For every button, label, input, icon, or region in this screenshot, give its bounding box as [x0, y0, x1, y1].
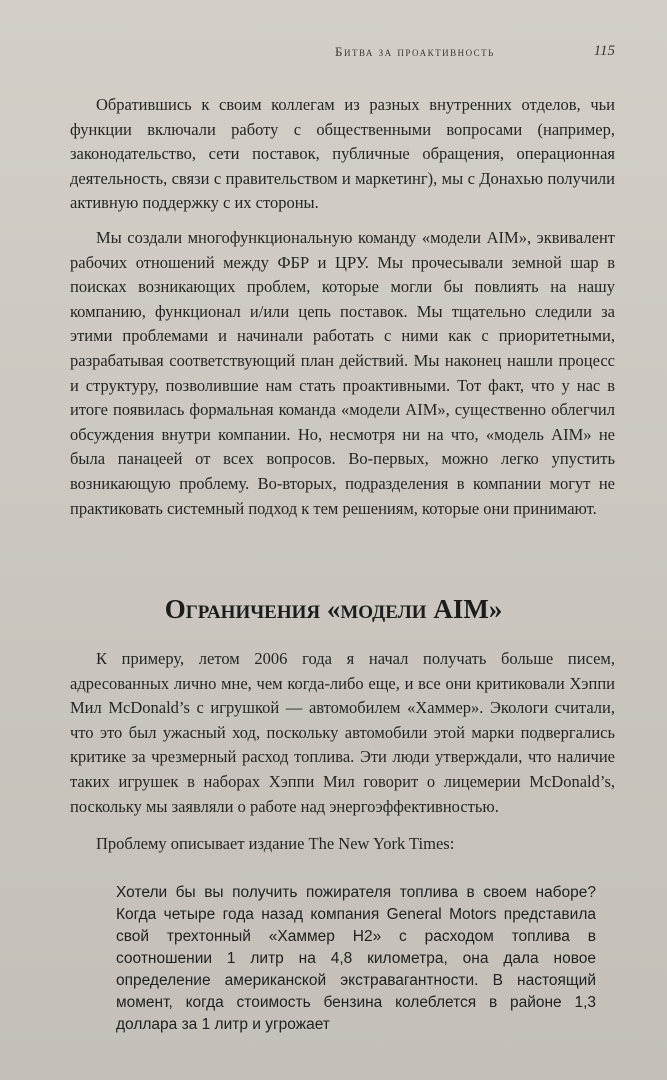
running-head-title: Битва за проактивность	[335, 44, 495, 59]
paragraph: Обратившись к своим коллегам из разных внутренних отделов, чьи функции включали работу с общественными вопросами (например, законодательство, сети поставок, публичные обращения, операционная деятельность, связи с правительством и маркетинг), мы с Донахью получили активную поддержку с их стороны.	[70, 95, 615, 213]
paragraph: К примеру, летом 2006 года я начал получать больше писем, адресованных лично мне, чем когда-либо еще, и все они критиковали Хэппи Мил McDonald’s с игрушкой — автомобилем «Хаммер». Экологи считали, что это был ужасный ход, поскольку автомобили этой марки подвергались критике за чрезмерный расход топлива. Эти люди утверждали, что наличие таких игрушек в наборах Хэппи Мил говорит о лицемерии McDonald’s, поскольку мы заявляли о работе над энергоэффективностью.	[70, 649, 615, 816]
paragraph: Мы создали многофункциональную команду «модели AIM», эквивалент рабочих отношений между ФБР и ЦРУ. Мы прочесывали земной шар в поисках возникающих проблем, которые могли бы повлиять на нашу компанию, функционал и/или цепь поставок. Мы тщательно следили за этими проблемами и начинали работать с ними как с приоритетными, разрабатывая соответствующий план действий. Мы наконец нашли процесс и структуру, позволившие нам стать проактивными. Тот факт, что у нас в итоге появилась формальная команда «модели AIM», существенно облегчил обсуждения внутри компании. Но, несмотря ни на что, «модель AIM» не была панацеей от всех вопросов. Во-первых, можно легко упустить возникающую проблему. Во-вторых, подразделения в компании могут не практиковать системный подход к тем решениям, которые они принимают.	[70, 228, 615, 518]
page-number: 115	[593, 43, 615, 59]
paragraph: Проблему описывает издание The New York Times:	[96, 834, 455, 853]
running-head	[335, 44, 615, 60]
section-heading: Ограничения «модели AIM»	[164, 594, 503, 624]
block-quote: Хотели бы вы получить пожирателя топлива в своем наборе? Когда четыре года назад компания General Motors представила свой трехтонный «Хаммер H2» с расходом топлива в соотношении 1 литр на 4,8 километра, она дала новое определение американской экстравагантности. В настоящий момент, когда стоимость бензина колеблется в районе 1,3 доллара за 1 литр и угрожает	[116, 884, 596, 1033]
